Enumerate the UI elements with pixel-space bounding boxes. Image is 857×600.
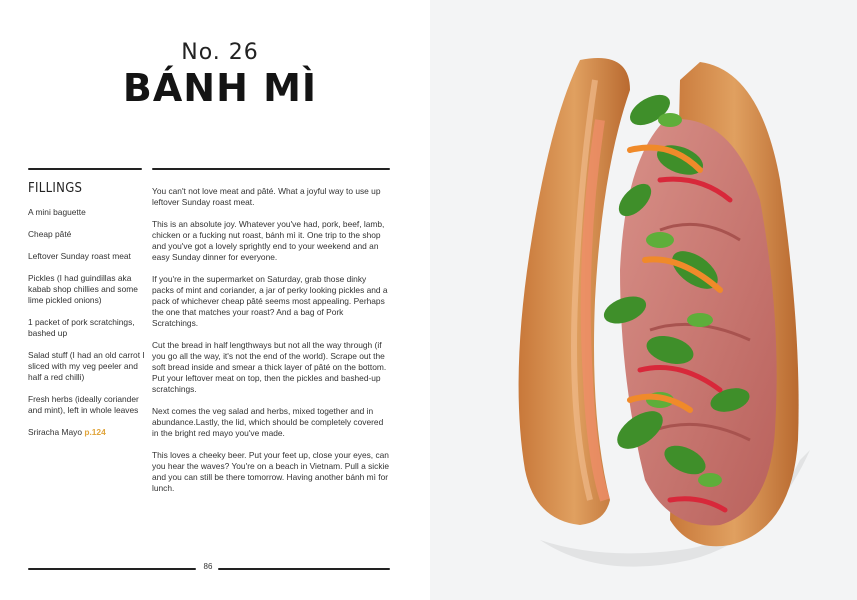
ingredient-text: Sriracha Mayo — [28, 427, 85, 437]
fillings-divider — [28, 168, 142, 170]
recipe-number: No. 26 — [181, 40, 259, 65]
fillings-heading: FILLINGS — [28, 181, 83, 196]
photo-page — [430, 0, 857, 600]
ingredient-list — [28, 207, 146, 449]
method-divider — [152, 168, 390, 170]
page-reference-link[interactable]: p.124 — [84, 427, 106, 437]
ingredient-item: A mini baguette — [28, 207, 86, 217]
ingredient-item-sriracha — [28, 427, 146, 438]
ingredient-item: Fresh herbs (ideally coriander and mint), left in whole leaves — [28, 394, 139, 415]
banh-mi-photo — [430, 0, 857, 600]
method-text — [152, 186, 390, 505]
method-paragraph: Cut the bread in half lengthways but not all the way through (if you go all the way, it's not the end of the world). Scrape out the soft bread inside and smear a thick layer of pâté on the bottom. Put your leftover meat on top, then the pickles and bashed-up scratchings. — [152, 340, 387, 394]
method-paragraph: You can't not love meat and pâté. What a joyful way to use up leftover Sunday roast meat. — [152, 186, 381, 207]
footer-divider-right — [218, 568, 390, 570]
method-paragraph: This is an absolute joy. Whatever you've had, pork, beef, lamb, chicken or a fucking nut roast, bánh mì it. One trip to the shop and you've got a lovely sprightly end to your weekend and an easy Sunday dinner for everyone. — [152, 219, 385, 262]
ingredient-item: Pickles (I had guindillas aka kabab shop chillies and some lime pickled onions) — [28, 273, 138, 305]
ingredient-item: 1 packet of pork scratchings, bashed up — [28, 317, 135, 338]
ingredient-item: Cheap pâté — [28, 229, 72, 239]
method-paragraph: If you're in the supermarket on Saturday, grab those dinky packs of mint and coriander, a jar of perky looking pickles and a pack of whichever cheap pâté seems most appealing. Perhaps the one that matches your roast? And a bag of Pork Scratchings. — [152, 274, 388, 328]
page-number: 86 — [203, 562, 213, 571]
footer-divider-left — [28, 568, 196, 570]
recipe-title: BÁNH MÌ — [122, 66, 318, 110]
ingredient-item: Salad stuff (I had an old carrot I sliced with my veg peeler and half a red chilli) — [28, 350, 145, 382]
ingredient-item: Leftover Sunday roast meat — [28, 251, 131, 261]
method-paragraph: This loves a cheeky beer. Put your feet up, close your eyes, can you hear the waves? You're on a beach in Vietnam. Pull a sickie and you can still be there tomorrow. Having another bánh mì for lunch. — [152, 450, 390, 493]
method-paragraph: Next comes the veg salad and herbs, mixed together and in abundance.Lastly, the lid, which should be completely covered in the bright red mayo you've made. — [152, 406, 384, 438]
